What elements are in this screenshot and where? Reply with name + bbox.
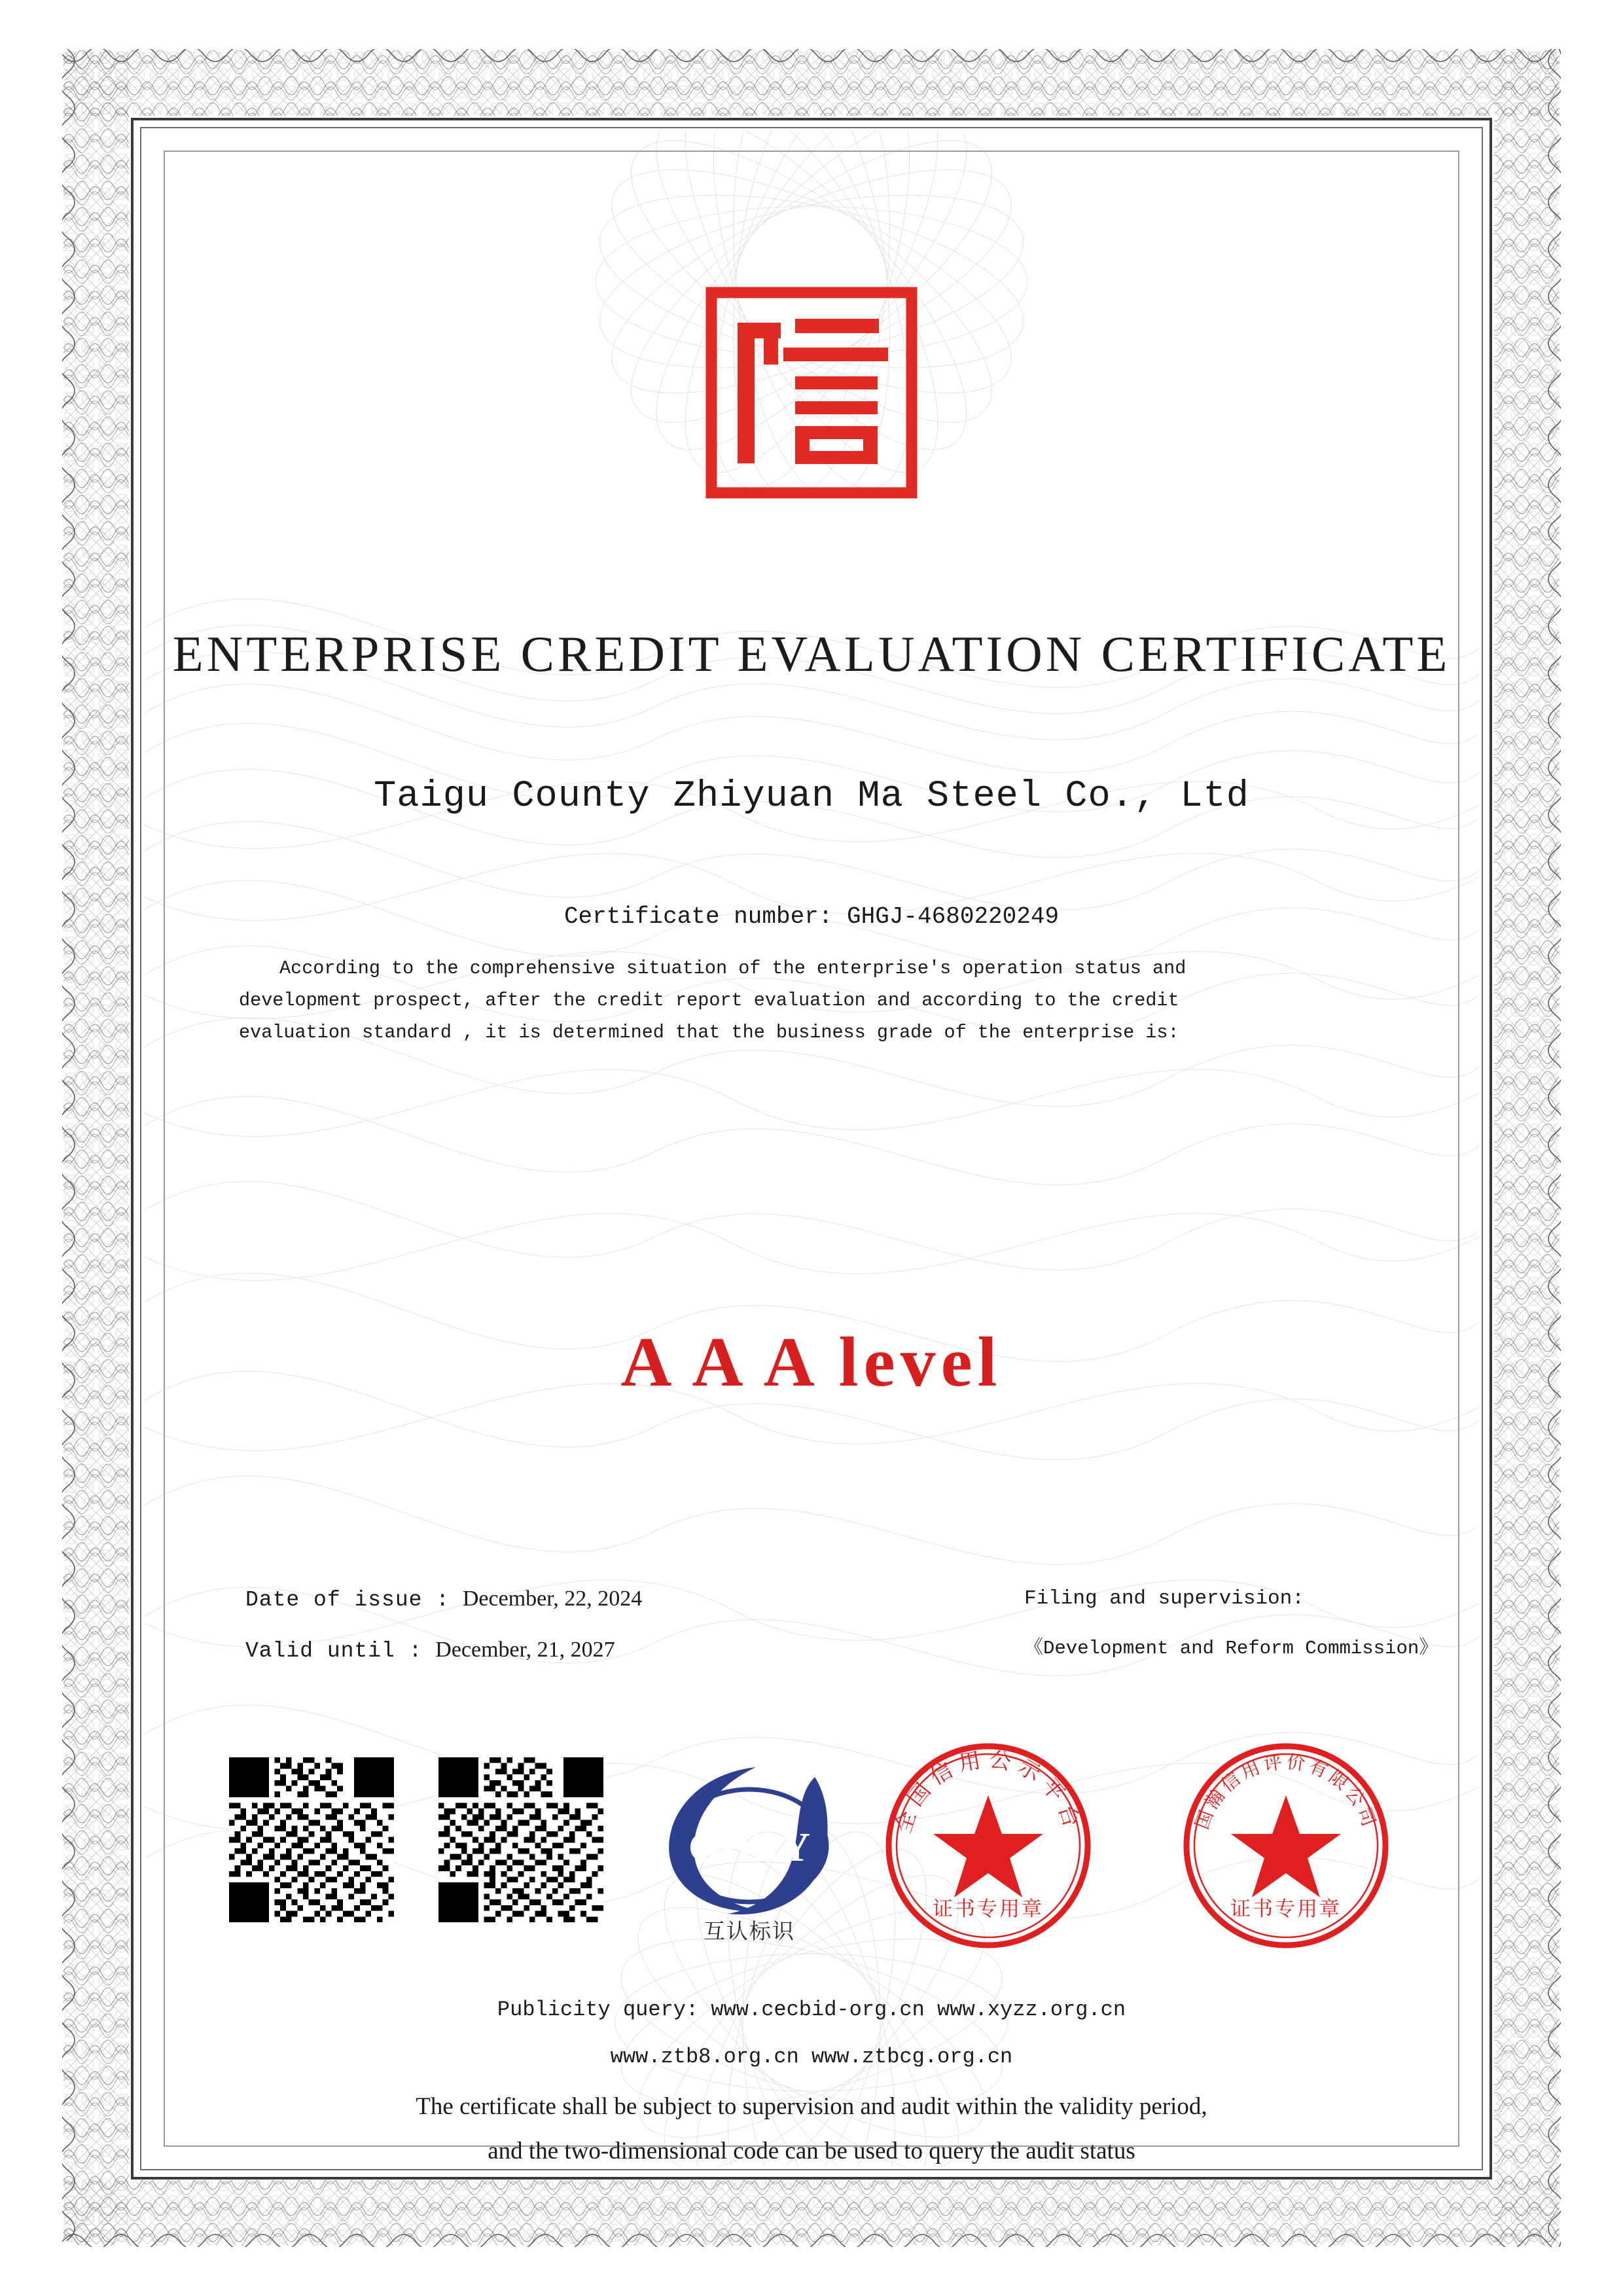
company-name: Taigu County Zhiyuan Ma Steel Co., Ltd xyxy=(374,776,1249,817)
filing-label: Filing and supervision: xyxy=(1024,1587,1304,1610)
page-title: ENTERPRISE CREDIT EVALUATION CERTIFICATE xyxy=(172,626,1451,682)
official-seal-left xyxy=(880,1738,1096,1954)
publicity-line-2[interactable]: www.ztb8.org.cn www.ztbcg.org.cn xyxy=(610,2045,1013,2069)
body-line-1: According to the comprehensive situation of the enterprise's operation status and xyxy=(279,958,1186,979)
filing-authority: 《Development and Reform Commission》 xyxy=(1024,1638,1438,1659)
date-of-issue-label: Date of issue : xyxy=(245,1588,450,1612)
credit-grade: A A A level xyxy=(620,1323,1003,1401)
footer-note xyxy=(164,2085,1459,2174)
svg-text:证书专用章: 证书专用章 xyxy=(933,1897,1044,1920)
official-seal-right xyxy=(1178,1738,1394,1954)
footer-line-2: and the two-dimensional code can be used to query the audit status xyxy=(488,2138,1135,2164)
credit-emblem-icon xyxy=(704,285,919,501)
filing-supervision-block xyxy=(1024,1574,1438,1674)
body-line-3: evaluation standard , it is determined that the business grade of the enterprise is: xyxy=(239,1022,1179,1043)
footer-line-1: The certificate shall be subject to supervision and audit within the validity period, xyxy=(416,2093,1207,2120)
body-paragraph xyxy=(239,952,1391,1049)
publicity-query-block xyxy=(164,1986,1459,2081)
qr-code-left[interactable] xyxy=(229,1757,394,1922)
qr-code-right[interactable] xyxy=(438,1757,603,1922)
valid-until-value: December, 21, 2027 xyxy=(435,1638,615,1662)
body-line-2: development prospect, after the credit report evaluation and according to the credit xyxy=(239,990,1179,1011)
certificate-number: Certificate number: GHGJ-4680220249 xyxy=(563,903,1060,930)
publicity-line-1[interactable]: Publicity query: www.cecbid-org.cn www.xyzz.org.cn xyxy=(497,1998,1126,2022)
issue-dates-block xyxy=(245,1574,642,1676)
date-of-issue-value: December, 22, 2024 xyxy=(462,1587,643,1611)
svg-text:全国信用公示平台: 全国信用公示平台 xyxy=(890,1746,1086,1837)
svg-text:证书专用章: 证书专用章 xyxy=(1230,1897,1342,1920)
svg-text:GHXY: GHXY xyxy=(688,1825,810,1870)
svg-text:国瀚信用评价有限公司: 国瀚信用评价有限公司 xyxy=(1191,1751,1381,1832)
certificate-content xyxy=(164,151,1459,2164)
valid-until-label: Valid until : xyxy=(245,1639,423,1663)
ghxy-logo-caption: 互认标识 xyxy=(704,1919,795,1943)
